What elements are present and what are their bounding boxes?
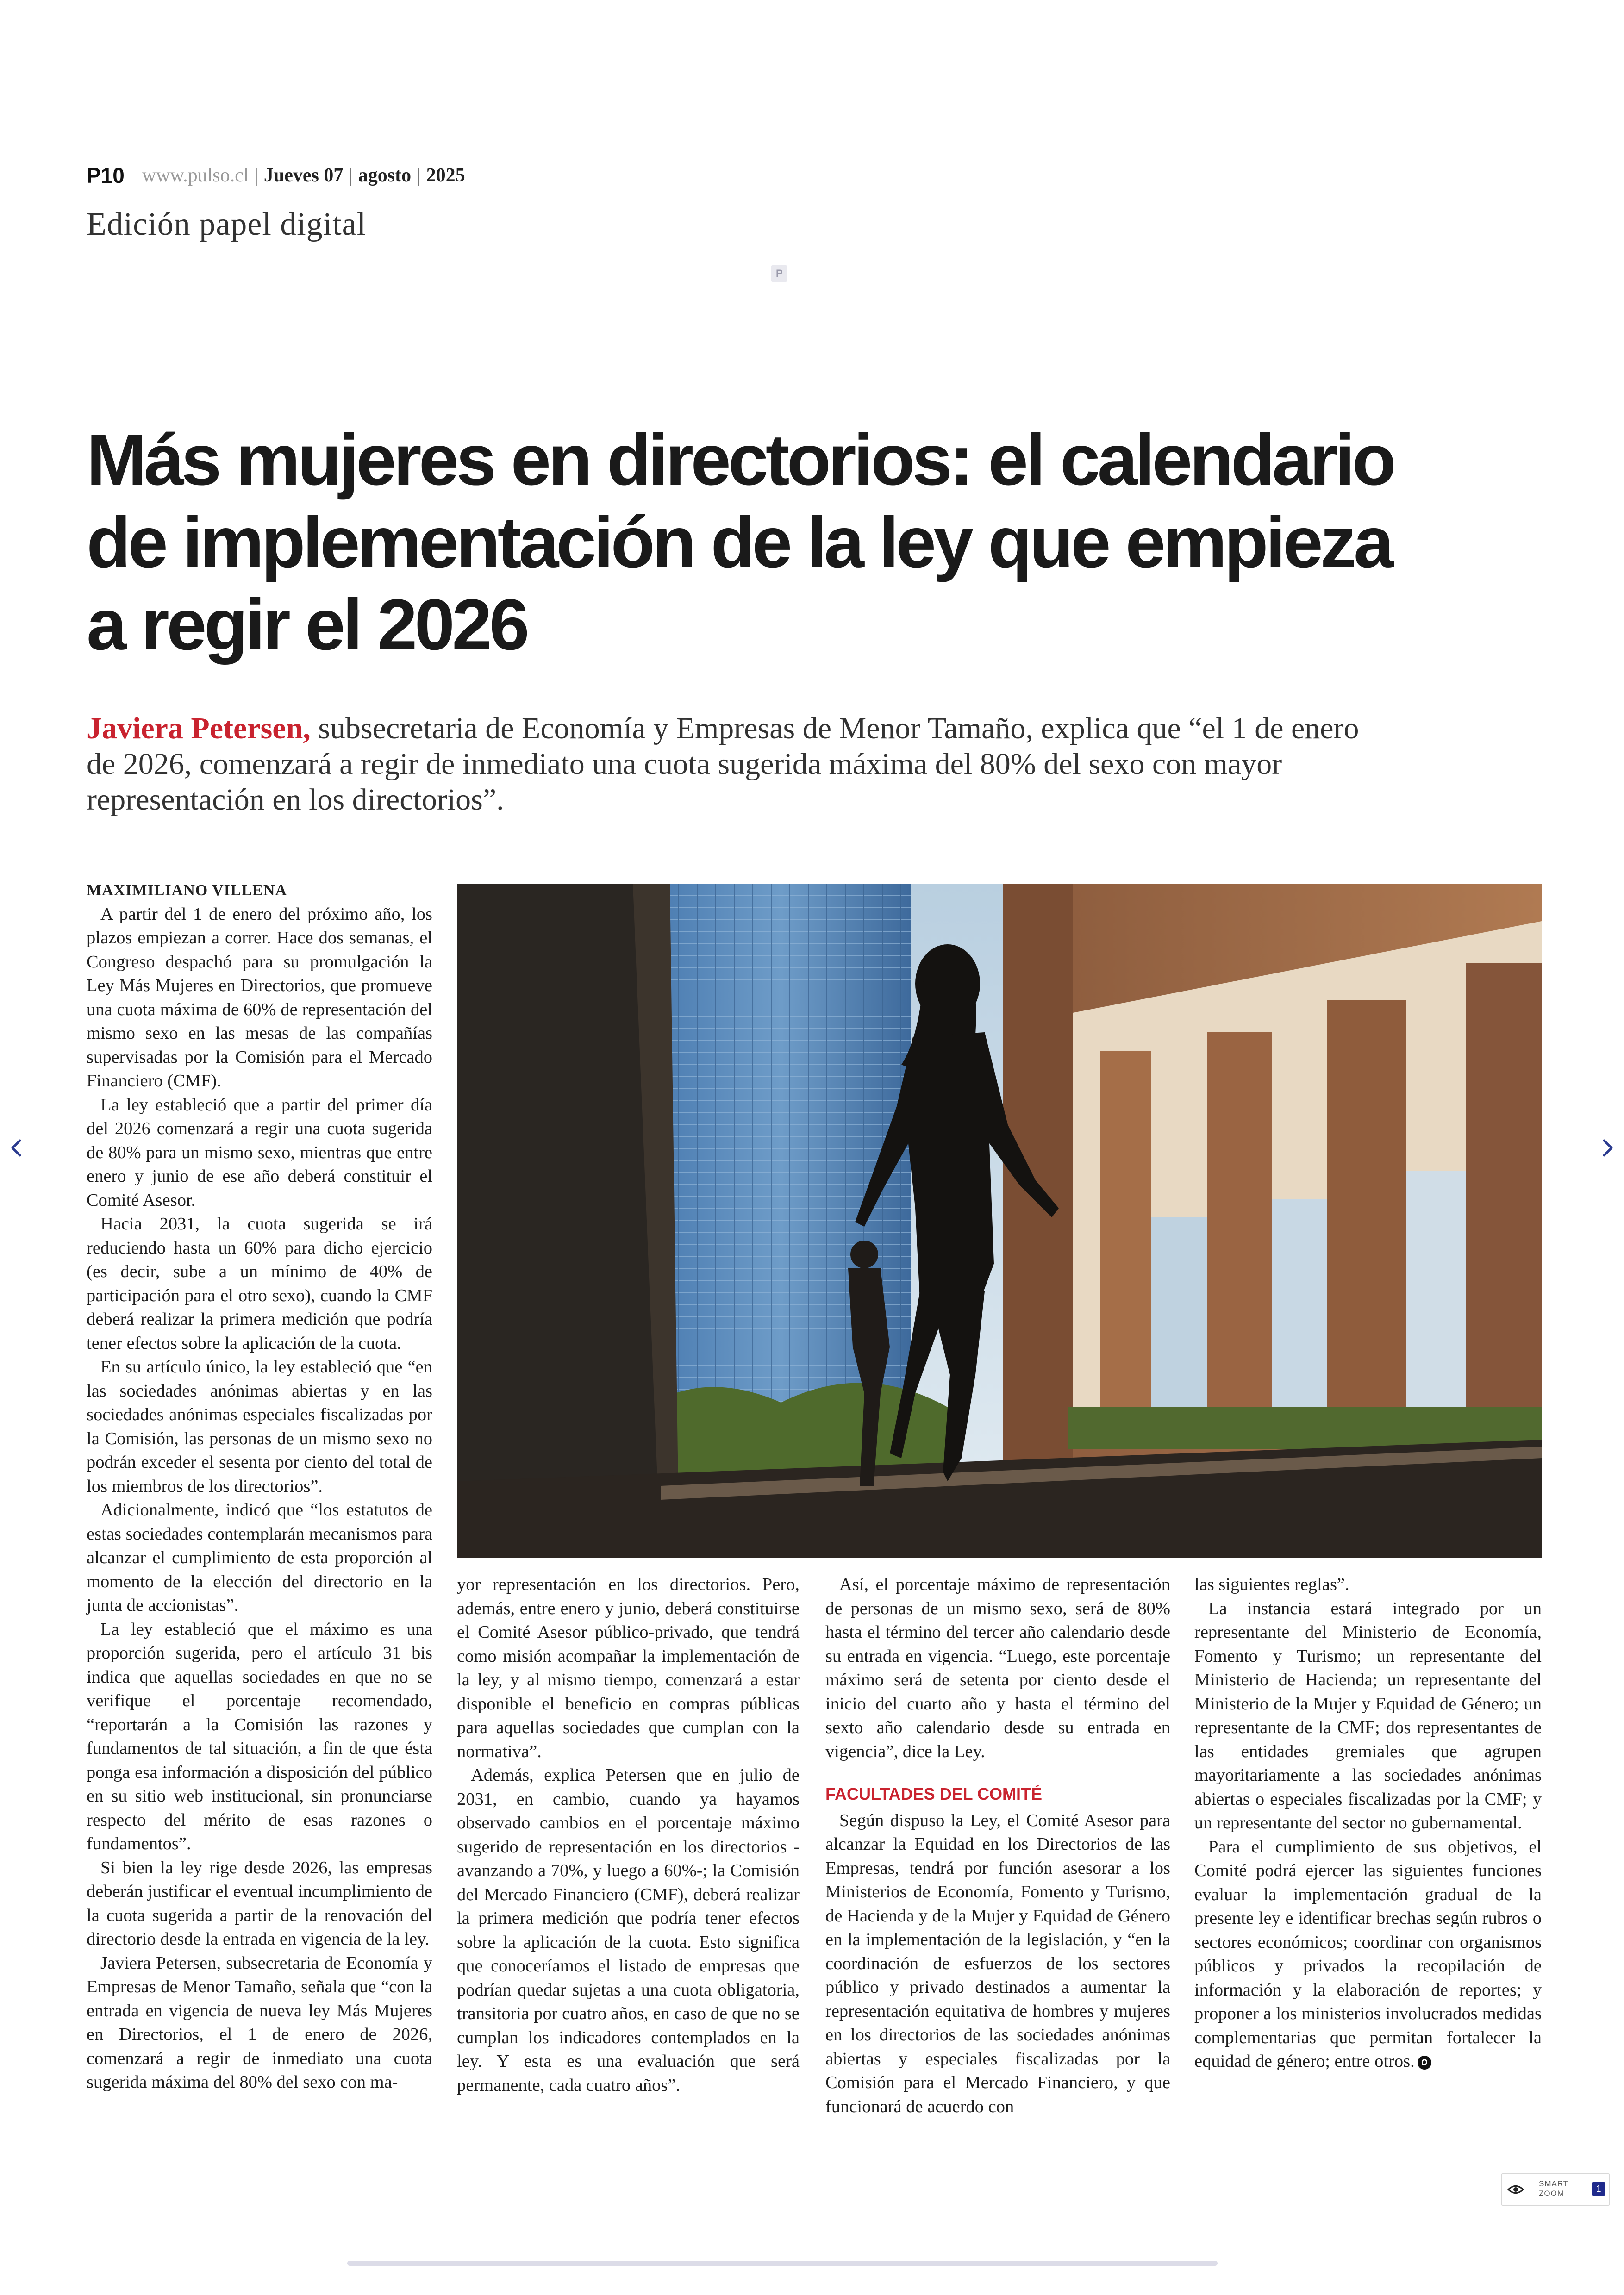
eye-icon bbox=[1507, 2183, 1524, 2196]
masthead bbox=[87, 163, 465, 188]
page-marker-icon bbox=[771, 265, 787, 282]
paragraph: yor representación en los directorios. Pero, además, entre enero y junio, deberá constituirse el Comité Asesor público-privado, que tendrá como misión acompañar la implementación de la ley, y al mismo tiempo, comenzará a estar disponible el beneficio en compras públicas para aquellas sociedades que cumplan con la normativa”. bbox=[457, 1575, 800, 1761]
article-column-4 bbox=[1194, 1573, 1542, 2074]
issue-day: Jueves 07 bbox=[263, 165, 344, 186]
next-page-button[interactable] bbox=[1594, 1134, 1622, 1162]
paragraph: Según dispuso la Ley, el Comité Asesor para alcanzar la Equidad en los Directorios de las Empresas, tendrá por función asesorar a los Ministerios de Economía, Fomento y Turismo, de Hacienda y de la Mujer y Equidad de Género en la implementación de la legislación, y “en la coordinación de esfuerzos de los sectores público y privado destinados a aumentar la representación equitativa de hombres y mujeres en los directorios de las sociedades anónimas abiertas y especiales fiscalizadas por la Comisión para el Mercado Financiero, y que funcionará de acuerdo con bbox=[825, 1810, 1170, 2116]
smart-zoom-label: SMART ZOOM bbox=[1539, 2179, 1568, 2198]
issue-month: agosto bbox=[358, 165, 412, 186]
paragraph: Además, explica Petersen que en julio de 2031, en cambio, cuando ya hayamos observado cambios en el porcentaje máximo sugerido de representación en los directorios -avanzando a 70%, y luego a 60%-; la Comisión del Mercado Financiero (CMF), deberá realizar la primera medición que podría tener efectos sobre la aplicación de la cuota. Esto significa que conoceríamos el listado de empresas que podrían quedar sujetas a una cuota obligatoria, transitoria por cuatro años, en caso de que no se cumplan los indicadores contemplados en la ley. Y esta es una evaluación que será permanente, cada cuatro años”. bbox=[457, 1765, 800, 2095]
paragraph: La ley estableció que el máximo es una proporción sugerida, pero el artículo 31 bis indica que aquellas sociedades en que no se verifique el porcentaje recomendado, “reportarán a la Comisión las razones y fundamentos de tal situación, a fin de que ésta ponga esa información a disposición del público en su sitio web institucional, sin pronunciarse respecto del mérito de esas razones o fundamentos”. bbox=[87, 1619, 432, 1853]
paragraph: En su artículo único, la ley estableció que “en las sociedades anónimas abiertas y en las sociedades anónimas especiales fiscalizadas por la Comisión, las personas de un mismo sexo no podrán exceder el sesenta por ciento del total de los miembros de los directorios”. bbox=[87, 1357, 432, 1496]
paragraph bbox=[1194, 1835, 1542, 2074]
deck-name: Javiera Petersen, bbox=[87, 711, 311, 745]
pulso-logo-icon bbox=[1418, 2056, 1431, 2070]
paragraph: A partir del 1 de enero del próximo año, los plazos empiezan a correr. Hace dos semanas, el Congreso despachó para su promulgación la Ley Más Mujeres en Directorios, que promueve una cuota máxima de 60% de representación del mismo sexo en las mesas de las compañías supervisadas por la Comisión para el Mercado Financiero (CMF). bbox=[87, 904, 432, 1091]
paragraph: La instancia estará integrado por un representante del Ministerio de Economía, Fomento y Turismo; un representante del Ministerio de Hacienda; un representante del Ministerio de la Mujer y Equidad de Género; un representante de la CMF; dos representantes de las entidades gremiales que agrupen mayoritariamente a las sociedades anónimas abiertas o especiales fiscalizadas por la CMF; y un representante del sector no gubernamental. bbox=[1194, 1598, 1542, 1833]
article-photo[interactable] bbox=[457, 884, 1542, 1558]
paragraph: Así, el porcentaje máximo de representación de personas de un mismo sexo, será de 80% hasta el término del tercer año calendario desde su entrada en vigencia. “Luego, este porcentaje máximo será de setenta por ciento desde el inicio del cuarto año y hasta el término del sexto año calendario desde su entrada en vigencia”, dice la Ley. bbox=[825, 1575, 1170, 1761]
section-subhead: FACULTADES DEL COMITÉ bbox=[825, 1784, 1042, 1803]
divider: | bbox=[254, 165, 258, 186]
divider: | bbox=[349, 165, 353, 186]
article-column-3 bbox=[825, 1573, 1170, 2119]
smart-zoom-button[interactable] bbox=[1501, 2173, 1610, 2206]
divider: | bbox=[417, 165, 421, 186]
paragraph: Javiera Petersen, subsecretaria de Economía y Empresas de Menor Tamaño, señala que “con la entrada en vigencia de nueva ley Más Mujeres en Directorios, el 1 de enero de 2026, comenzará a regir de inmediato una cuota sugerida máxima del 80% del sexo con ma- bbox=[87, 1953, 432, 2092]
smart-zoom-count: 1 bbox=[1592, 2182, 1605, 2196]
paragraph: Adicionalmente, indicó que “los estatutos de estas sociedades contemplarán mecanismos para alcanzar el cumplimiento de esta proporción al momento de la elección del directorio en la junta de accionistas”. bbox=[87, 1500, 432, 1615]
paragraph-text: Para el cumplimiento de sus objetivos, el Comité podrá ejercer las siguientes funciones evaluar la implementación gradual de la presente ley e identificar brechas según rubros o sectores económicos; coordinar con organismos públicos y privados la recopilación de información y la elaboración de reportes; y proponer a los ministerios involucrados medidas complementarias que permitan fortalecer la equidad de género; entre otros. bbox=[1194, 1837, 1542, 2071]
chevron-right-icon bbox=[1594, 1134, 1622, 1162]
article-column-1 bbox=[87, 879, 432, 2095]
deck-text: subsecretaria de Economía y Empresas de Menor Tamaño, explica que “el 1 de enero de 2026, comenzará a regir de inmediato una cuota sugerida máxima del 80% del sexo con mayor representación en los directorios”. bbox=[87, 711, 1359, 817]
article-deck bbox=[87, 711, 1392, 817]
edition-label: Edición papel digital bbox=[87, 206, 367, 242]
byline: MAXIMILIANO VILLENA bbox=[87, 882, 287, 899]
previous-page-button[interactable] bbox=[2, 1134, 30, 1162]
paragraph: las siguientes reglas”. bbox=[1194, 1575, 1349, 1594]
chevron-left-icon bbox=[2, 1134, 30, 1162]
paragraph: Si bien la ley rige desde 2026, las empresas deberán justificar el eventual incumplimiento de la cuota sugerida a partir de la renovación del directorio desde la entrada en vigencia de la ley. bbox=[87, 1858, 432, 1949]
photo-illustration bbox=[457, 884, 1542, 1558]
page-number: P10 bbox=[87, 163, 125, 187]
article-column-2 bbox=[457, 1573, 800, 2097]
horizontal-scrollbar[interactable] bbox=[347, 2261, 1218, 2266]
issue-year: 2025 bbox=[426, 165, 465, 186]
article-headline: Más mujeres en directorios: el calendario de implementación de la ley que empieza a regir el 2026 bbox=[87, 420, 1394, 665]
site-url[interactable]: www.pulso.cl bbox=[142, 165, 249, 186]
paragraph: Hacia 2031, la cuota sugerida se irá reduciendo hasta un 60% para dicho ejercicio (es decir, sube a un mínimo de 40% de participación para el otro sexo), cuando la CMF deberá realizar la primera medición que podría tener efectos sobre la aplicación de la cuota. bbox=[87, 1214, 432, 1353]
paragraph: La ley estableció que a partir del primer día del 2026 comenzará a regir una cuota sugerida de 80% para un mismo sexo, mientras que entre enero y junio de ese año deberá constituir el Comité Asesor. bbox=[87, 1095, 432, 1210]
